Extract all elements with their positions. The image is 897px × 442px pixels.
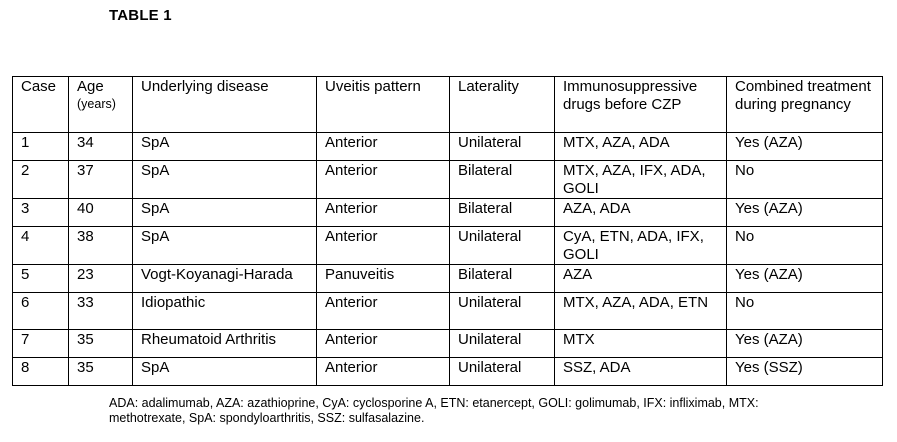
cell-uveitis: Anterior xyxy=(317,330,450,358)
cell-combined: Yes (AZA) xyxy=(727,265,883,293)
cell-case: 6 xyxy=(13,293,69,330)
cell-uveitis: Anterior xyxy=(317,358,450,386)
table-title: TABLE 1 xyxy=(109,7,172,24)
cell-case: 4 xyxy=(13,227,69,265)
cell-disease: SpA xyxy=(133,133,317,161)
cell-age: 35 xyxy=(69,330,133,358)
cell-combined: No xyxy=(727,161,883,199)
table-row xyxy=(13,199,883,227)
cell-case: 8 xyxy=(13,358,69,386)
cell-age: 40 xyxy=(69,199,133,227)
cell-uveitis: Anterior xyxy=(317,227,450,265)
header-age xyxy=(69,77,133,133)
cell-laterality: Unilateral xyxy=(450,330,555,358)
cell-age: 35 xyxy=(69,358,133,386)
header-laterality: Laterality xyxy=(450,77,555,133)
cell-uveitis: Anterior xyxy=(317,133,450,161)
cell-age: 34 xyxy=(69,133,133,161)
cell-immuno: MTX xyxy=(555,330,727,358)
cell-disease: SpA xyxy=(133,161,317,199)
cell-combined: Yes (AZA) xyxy=(727,199,883,227)
abbreviations-footnote: ADA: adalimumab, AZA: azathioprine, CyA: cyclosporine A, ETN: etanercept, GOLI: golimumab, IFX: infliximab, MTX: methotrexate, SpA: spondyloarthritis, SSZ: sulfasalazine. xyxy=(109,396,759,425)
table-row xyxy=(13,358,883,386)
cell-combined: Yes (AZA) xyxy=(727,133,883,161)
header-case: Case xyxy=(13,77,69,133)
cell-case: 7 xyxy=(13,330,69,358)
cell-immuno: MTX, AZA, ADA xyxy=(555,133,727,161)
cell-immuno: AZA xyxy=(555,265,727,293)
header-combined: Combined treatment during pregnancy xyxy=(727,77,883,133)
cell-laterality: Bilateral xyxy=(450,161,555,199)
table-row xyxy=(13,161,883,199)
table-row xyxy=(13,265,883,293)
header-row xyxy=(13,77,883,133)
cell-combined: No xyxy=(727,293,883,330)
cell-laterality: Unilateral xyxy=(450,133,555,161)
cell-age: 23 xyxy=(69,265,133,293)
cell-uveitis: Anterior xyxy=(317,293,450,330)
cell-age: 33 xyxy=(69,293,133,330)
cell-immuno: MTX, AZA, IFX, ADA, GOLI xyxy=(555,161,727,199)
cell-disease: Rheumatoid Arthritis xyxy=(133,330,317,358)
header-disease: Underlying disease xyxy=(133,77,317,133)
cell-immuno: MTX, AZA, ADA, ETN xyxy=(555,293,727,330)
cell-case: 5 xyxy=(13,265,69,293)
cell-laterality: Bilateral xyxy=(450,265,555,293)
data-table xyxy=(12,76,883,386)
table-row xyxy=(13,293,883,330)
cell-immuno: CyA, ETN, ADA, IFX, GOLI xyxy=(555,227,727,265)
cell-disease: SpA xyxy=(133,227,317,265)
cell-disease: Idiopathic xyxy=(133,293,317,330)
table-row xyxy=(13,330,883,358)
cell-disease: Vogt-Koyanagi-Harada xyxy=(133,265,317,293)
cell-laterality: Unilateral xyxy=(450,227,555,265)
cell-laterality: Unilateral xyxy=(450,293,555,330)
cell-disease: SpA xyxy=(133,199,317,227)
cell-case: 2 xyxy=(13,161,69,199)
cell-combined: No xyxy=(727,227,883,265)
cell-disease: SpA xyxy=(133,358,317,386)
cell-age: 37 xyxy=(69,161,133,199)
cell-immuno: SSZ, ADA xyxy=(555,358,727,386)
cell-case: 1 xyxy=(13,133,69,161)
cell-age: 38 xyxy=(69,227,133,265)
header-immuno: Immunosuppressive drugs before CZP xyxy=(555,77,727,133)
cell-uveitis: Anterior xyxy=(317,199,450,227)
cell-laterality: Unilateral xyxy=(450,358,555,386)
cell-uveitis: Panuveitis xyxy=(317,265,450,293)
header-uveitis: Uveitis pattern xyxy=(317,77,450,133)
cell-combined: Yes (SSZ) xyxy=(727,358,883,386)
cell-combined: Yes (AZA) xyxy=(727,330,883,358)
header-age-unit: (years) xyxy=(77,97,116,111)
cell-laterality: Bilateral xyxy=(450,199,555,227)
cell-immuno: AZA, ADA xyxy=(555,199,727,227)
table-row xyxy=(13,227,883,265)
header-age-label: Age xyxy=(77,78,104,95)
table-row xyxy=(13,133,883,161)
cell-case: 3 xyxy=(13,199,69,227)
cell-uveitis: Anterior xyxy=(317,161,450,199)
